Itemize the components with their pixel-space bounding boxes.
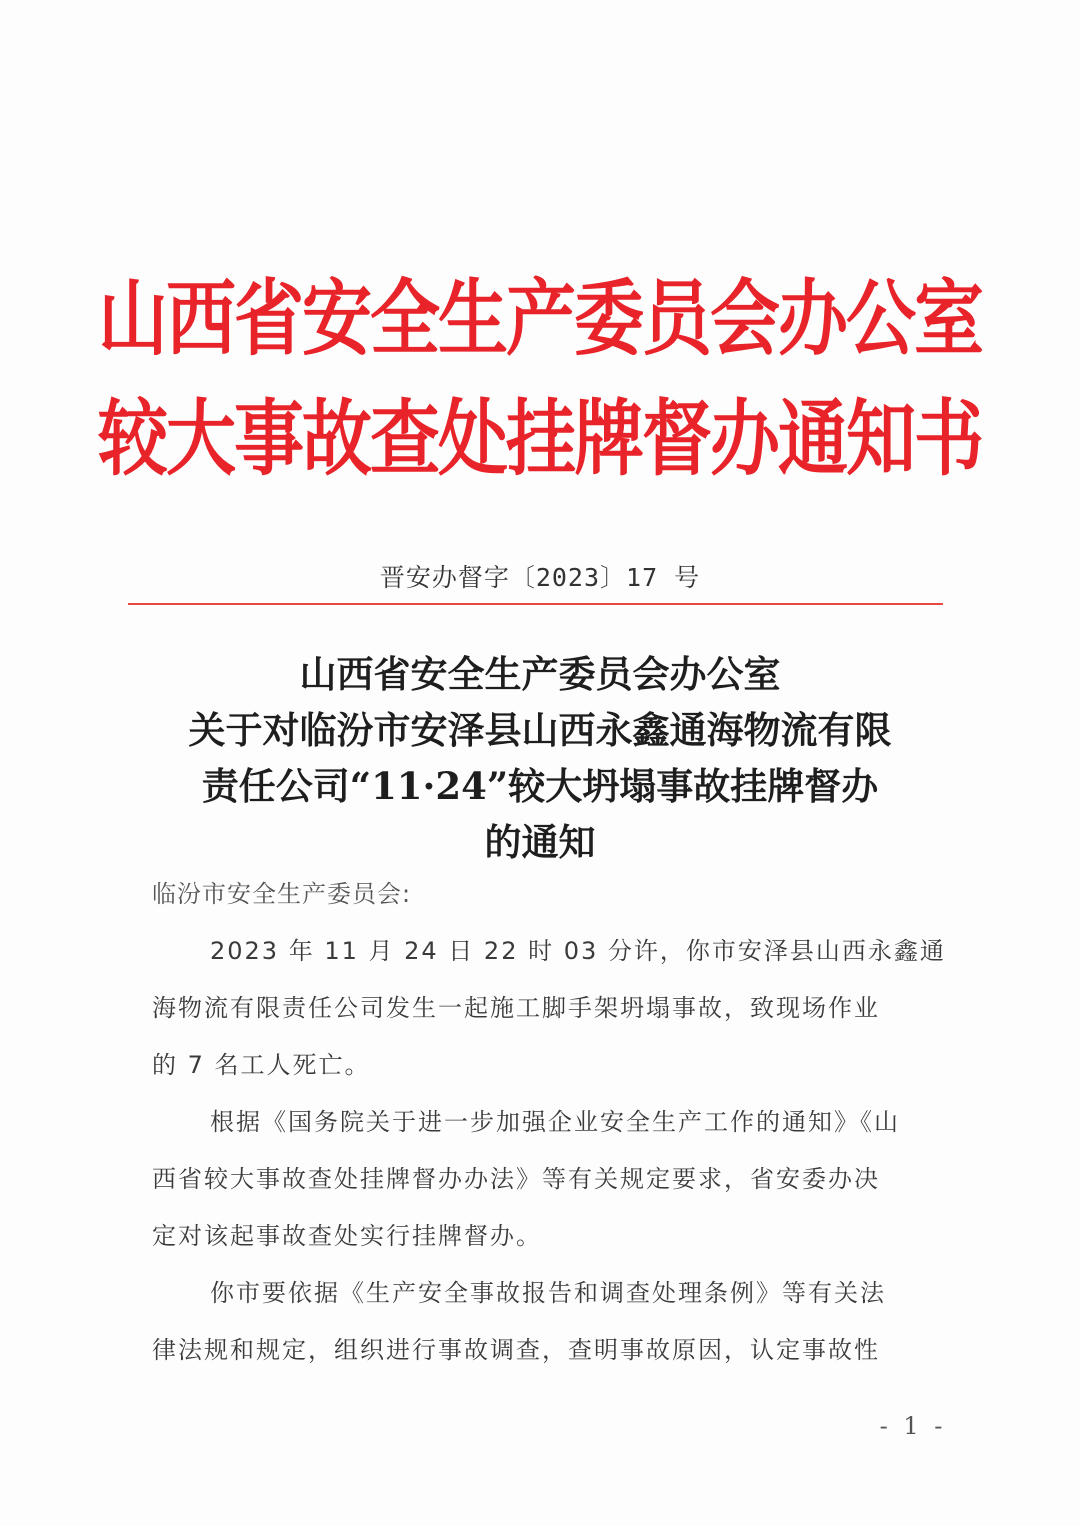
paragraph-3-line-2: 律法规和规定，组织进行事故调查，查明事故原因，认定事故性 — [152, 1336, 880, 1364]
page-number: - 1 - — [879, 1412, 947, 1440]
title-line-4: 的通知 — [484, 820, 596, 864]
notice-title — [0, 646, 1080, 870]
red-divider-line — [128, 603, 943, 605]
paragraph-2-line-2: 西省较大事故查处挂牌督办办法》等有关规定要求，省安委办决 — [152, 1165, 880, 1193]
addressee: 临汾市安全生产委员会: — [152, 880, 412, 908]
letterhead-line-2: 较大事故查处挂牌督办通知书 — [98, 389, 982, 488]
title-line-2: 关于对临汾市安泽县山西永鑫通海物流有限 — [188, 708, 892, 752]
paragraph-3-line-1: 你市要依据《生产安全事故报告和调查处理条例》等有关法 — [210, 1279, 886, 1307]
paragraph-1-line-1: 2023 年 11 月 24 日 22 时 03 分许，你市安泽县山西永鑫通 — [210, 937, 946, 965]
notice-body — [152, 866, 952, 1379]
paragraph-1-line-3: 的 7 名工人死亡。 — [152, 1051, 371, 1079]
paragraph-1-line-2: 海物流有限责任公司发生一起施工脚手架坍塌事故，致现场作业 — [152, 994, 880, 1022]
paragraph-2-line-3: 定对该起事故查处实行挂牌督办。 — [152, 1222, 542, 1250]
title-line-3: 责任公司“11·24”较大坍塌事故挂牌督办 — [201, 764, 879, 808]
paragraph-2-line-1: 根据《国务院关于进一步加强企业安全生产工作的通知》《山 — [210, 1108, 900, 1136]
title-line-1: 山西省安全生产委员会办公室 — [299, 652, 781, 696]
letterhead-line-1: 山西省安全生产委员会办公室 — [98, 269, 982, 368]
document-number: 晋安办督字〔2023〕17 号 — [379, 563, 701, 592]
